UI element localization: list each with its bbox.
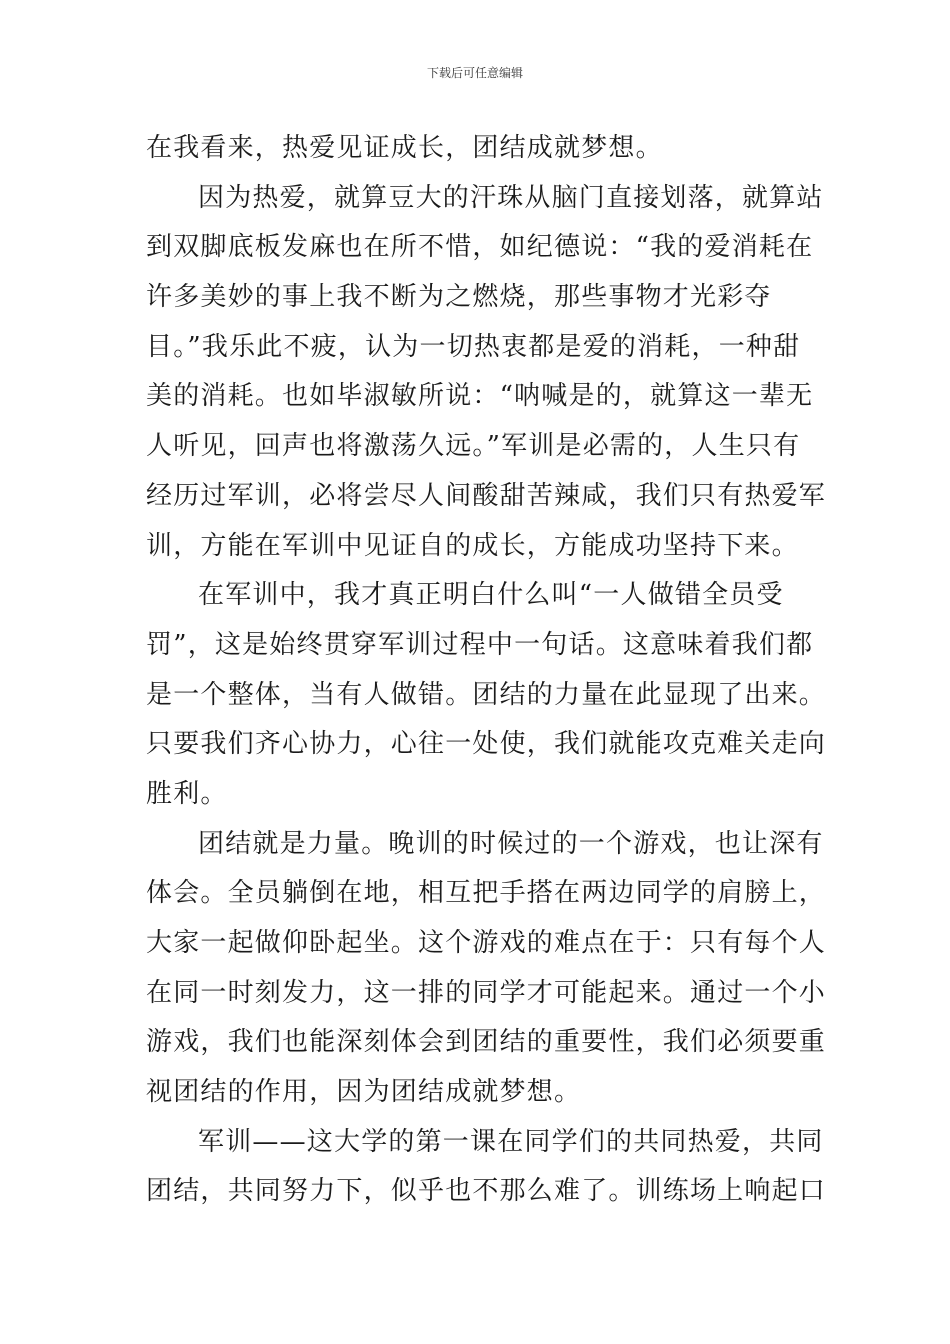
text-line: 经历过军训，必将尝尽人间酸甜苦辣咸，我们只有热爱军: [146, 480, 827, 511]
paragraph-first-line: 在军训中，我才真正明白什么叫“一人做错全员受: [198, 580, 784, 611]
text-line: 体会。全员躺倒在地，相互把手搭在两边同学的肩膀上，: [146, 878, 827, 909]
paragraph-first-line: 军训——这大学的第一课在同学们的共同热爱，共同: [198, 1126, 824, 1157]
text-line: 游戏，我们也能深刻体会到团结的重要性，我们必须要重: [146, 1027, 827, 1058]
page-header: 下载后可任意编辑: [426, 66, 523, 80]
text-line: 到双脚底板发麻也在所不惜，如纪德说：“我的爱消耗在: [146, 232, 814, 263]
document-body: [146, 124, 827, 1217]
text-line: 团结，共同努力下，似乎也不那么难了。训练场上响起口: [146, 1176, 827, 1207]
text-line: 在我看来，热爱见证成长，团结成就梦想。: [146, 133, 663, 163]
paragraph-first-line: 团结就是力量。晚训的时候过的一个游戏，也让深有: [198, 828, 824, 859]
text-line: 只要我们齐心协力，心往一处使，我们就能攻克难关走向: [146, 729, 827, 760]
text-line: 训，方能在军训中见证自的成长，方能成功坚持下来。: [146, 530, 799, 561]
text-line: 美的消耗。也如毕淑敏所说：“呐喊是的，就算这一辈无: [146, 381, 814, 412]
text-line: 人听见，回声也将激荡久远。”军训是必需的，人生只有: [146, 431, 801, 462]
text-line: 是一个整体，当有人做错。团结的力量在此显现了出来。: [146, 679, 827, 710]
paragraph-first-line: 因为热爱，就算豆大的汗珠从脑门直接划落，就算站: [198, 182, 824, 213]
text-line: 在同一时刻发力，这一排的同学才可能起来。通过一个小: [146, 977, 827, 1008]
text-line: 罚”，这是始终贯穿军训过程中一句话。这意味着我们都: [146, 629, 814, 660]
text-line: 许多美妙的事上我不断为之燃烧，那些事物才光彩夺: [146, 282, 772, 313]
text-line: 目。”我乐此不疲，认为一切热衷都是爱的消耗，一种甜: [146, 331, 801, 362]
text-line: 大家一起做仰卧起坐。这个游戏的难点在于：只有每个人: [146, 928, 827, 958]
text-line: 胜利。: [146, 778, 228, 809]
text-line: 视团结的作用，因为团结成就梦想。: [146, 1077, 582, 1108]
